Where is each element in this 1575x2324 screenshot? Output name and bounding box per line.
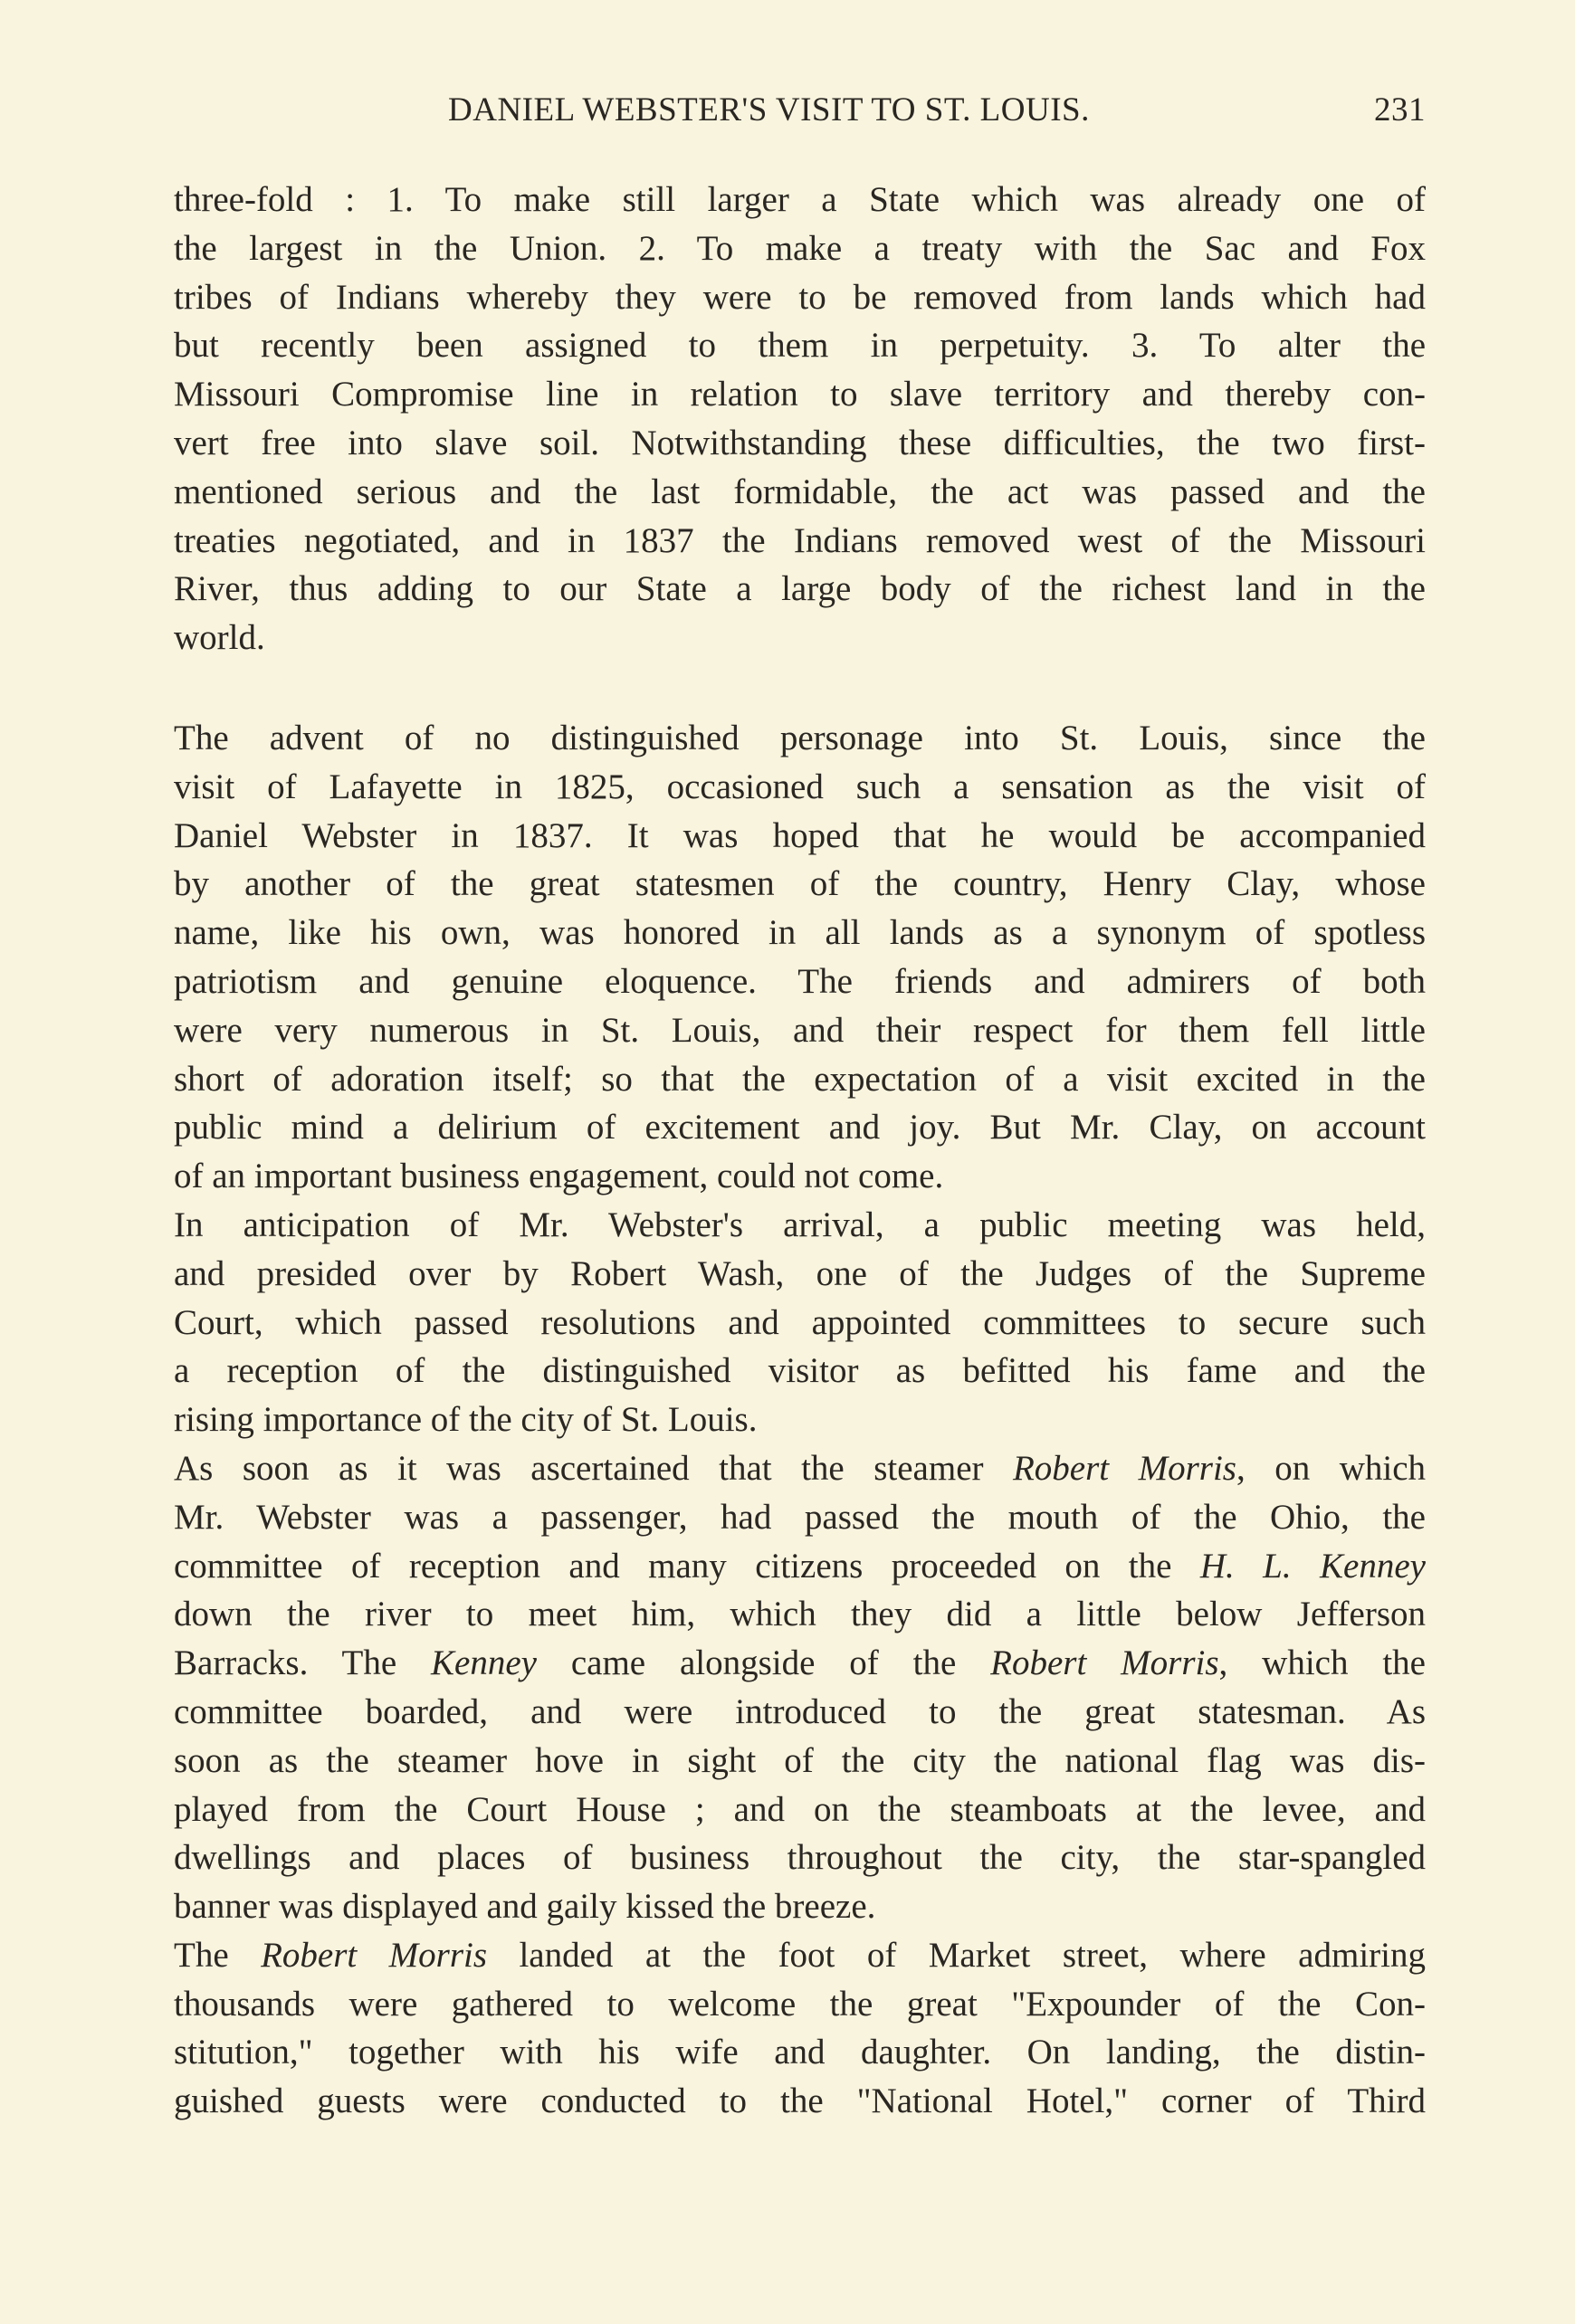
text-line: [174, 1590, 1426, 1639]
text-line: [174, 957, 1426, 1006]
text-line: [174, 714, 1426, 763]
italic-name: Kenney: [431, 1643, 537, 1683]
text-line: [174, 1639, 1426, 1688]
running-header: [172, 90, 1426, 136]
text-segment: vert free into slave soil. Notwithstanding these difficulties, the two first-: [174, 423, 1426, 462]
text-segment: came alongside of the: [536, 1643, 991, 1683]
text-segment: River, thus adding to our State a large body of the richest land in the: [174, 569, 1426, 609]
text-line: [174, 517, 1426, 566]
text-line: [174, 860, 1426, 909]
text-segment: played from the Court House ; and on the steamboats at the levee, and: [174, 1789, 1426, 1829]
text-line: [174, 1299, 1426, 1348]
text-line: [174, 565, 1426, 614]
text-segment: mentioned serious and the last formidable, the act was passed and the: [174, 471, 1426, 511]
text-line: [174, 2028, 1426, 2077]
text-segment: rising importance of the city of St. Louis.: [174, 1400, 758, 1440]
text-segment: down the river to meet him, which they did a little below Jefferson: [174, 1595, 1426, 1634]
text-line: [174, 1882, 1426, 1931]
text-segment: stitution," together with his wife and daughter. On landing, the distin-: [174, 2033, 1426, 2072]
text-line: [174, 1347, 1426, 1395]
paragraph: [174, 714, 1426, 1201]
text-line: [174, 1688, 1426, 1737]
text-line: [174, 1542, 1426, 1591]
text-segment: tribes of Indians whereby they were to be removed from lands which had: [174, 277, 1426, 317]
text-line: [174, 1833, 1426, 1882]
text-segment: the largest in the Union. 2. To make a treaty with the Sac and Fox: [174, 228, 1426, 268]
text-segment: dwellings and places of business throughout the city, the star-spangled: [174, 1838, 1426, 1878]
text-line: [174, 1152, 1426, 1201]
paragraph: [174, 1931, 1426, 2126]
text-segment: were very numerous in St. Louis, and their respect for them fell little: [174, 1010, 1426, 1050]
paragraph: [174, 1201, 1426, 1444]
text-segment: by another of the great statesmen of the country, Henry Clay, whose: [174, 864, 1426, 904]
text-line: [174, 1006, 1426, 1055]
text-line: [174, 614, 1426, 662]
text-segment: banner was displayed and gaily kissed the breeze.: [174, 1887, 876, 1927]
text-line: [174, 321, 1426, 370]
text-segment: name, like his own, was honored in all lands as a synonym of spotless: [174, 913, 1426, 953]
text-line: [174, 468, 1426, 517]
text-line: [174, 1737, 1426, 1786]
text-line: [174, 2077, 1426, 2126]
text-line: [174, 909, 1426, 957]
italic-name: Robert Morris: [261, 1935, 488, 1975]
text-segment: thousands were gathered to welcome the great "Expounder of the Con-: [174, 1984, 1426, 2024]
text-line: [174, 1444, 1426, 1493]
text-segment: Barracks. The: [174, 1643, 432, 1683]
text-segment: visit of Lafayette in 1825, occasioned such a sensation as the visit of: [174, 767, 1426, 806]
text-segment: Daniel Webster in 1837. It was hoped that he would be accompanied: [174, 815, 1426, 855]
text-segment: Missouri Compromise line in relation to slave territory and thereby con-: [174, 375, 1426, 414]
text-line: [174, 419, 1426, 468]
text-segment: In anticipation of Mr. Webster's arrival, a public meeting was held,: [174, 1205, 1426, 1244]
text-segment: , on which: [1236, 1448, 1426, 1488]
text-segment: guished guests were conducted to the "National Hotel," corner of Third: [174, 2081, 1426, 2121]
text-line: [174, 812, 1426, 861]
text-segment: a reception of the distinguished visitor as befitted his fame and the: [174, 1351, 1426, 1391]
text-segment: committee of reception and many citizens proceeded on the: [174, 1546, 1200, 1586]
text-segment: Mr. Webster was a passenger, had passed the mouth of the Ohio, the: [174, 1497, 1426, 1537]
text-segment: The: [174, 1935, 262, 1975]
text-segment: public mind a delirium of excitement and joy. But Mr. Clay, on account: [174, 1108, 1426, 1148]
paragraph: [174, 1444, 1426, 1931]
text-line: [174, 1250, 1426, 1299]
italic-name: H. L. Kenney: [1199, 1546, 1426, 1586]
text-segment: three-fold : 1. To make still larger a State which was already one of: [174, 180, 1426, 219]
text-line: [174, 224, 1426, 273]
text-line: [174, 1980, 1426, 2029]
text-segment: soon as the steamer hove in sight of the city the national flag was dis-: [174, 1740, 1426, 1780]
text-line: [174, 176, 1426, 224]
text-line: [174, 1931, 1426, 1980]
text-line: [174, 1786, 1426, 1834]
italic-name: Robert Morris: [990, 1643, 1219, 1683]
text-segment: world.: [174, 618, 265, 658]
paragraph: [174, 176, 1426, 662]
text-segment: patriotism and genuine eloquence. The friends and admirers of both: [174, 961, 1426, 1001]
text-segment: landed at the foot of Market street, where admiring: [487, 1935, 1426, 1975]
text-line: [174, 273, 1426, 322]
text-segment: The advent of no distinguished personage into St. Louis, since the: [174, 718, 1426, 757]
text-segment: and presided over by Robert Wash, one of the Judges of the Supreme: [174, 1253, 1426, 1293]
text-line: [174, 1201, 1426, 1250]
text-segment: Court, which passed resolutions and appointed committees to secure such: [174, 1302, 1426, 1342]
text-line: [174, 1493, 1426, 1542]
running-title: DANIEL WEBSTER'S VISIT TO ST. LOUIS.: [448, 91, 1090, 129]
text-line: [174, 1395, 1426, 1444]
text-segment: but recently been assigned to them in perpetuity. 3. To alter the: [174, 326, 1426, 366]
text-line: [174, 1103, 1426, 1152]
text-line: [174, 763, 1426, 812]
text-line: [174, 1055, 1426, 1104]
text-segment: treaties negotiated, and in 1837 the Indians removed west of the Missouri: [174, 520, 1426, 560]
italic-name: Robert Morris: [1012, 1448, 1236, 1488]
text-segment: As soon as it was ascertained that the steamer: [174, 1448, 1013, 1488]
text-segment: committee boarded, and were introduced to the great statesman. As: [174, 1691, 1426, 1731]
text-segment: , which the: [1218, 1643, 1426, 1683]
text-line: [174, 370, 1426, 419]
text-segment: of an important business engagement, could not come.: [174, 1157, 944, 1196]
page-number: 231: [1374, 91, 1426, 129]
text-segment: short of adoration itself; so that the expectation of a visit excited in the: [174, 1059, 1426, 1099]
page-body: [174, 176, 1426, 2126]
